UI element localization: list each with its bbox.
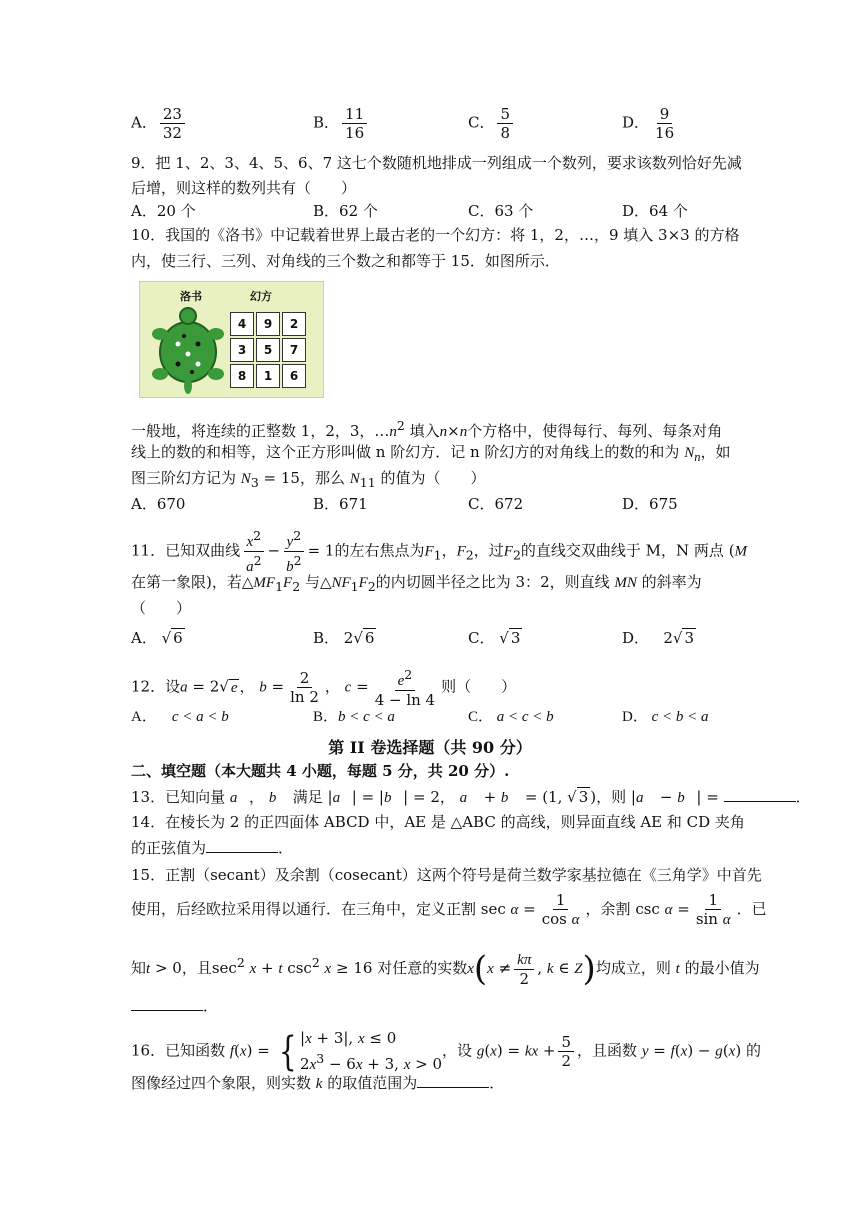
magic-square-cell: 7 bbox=[282, 338, 306, 362]
magic-square-cell: 3 bbox=[230, 338, 254, 362]
q8-option-b: B． $\frac{11}{16}$ bbox=[313, 105, 370, 142]
magic-square-title: 幻方 bbox=[250, 290, 272, 303]
q8-option-d: D． $\frac{9}{16}$ bbox=[622, 105, 675, 142]
magic-square-cell: 6 bbox=[282, 364, 306, 388]
q10-option-d: D．675 bbox=[622, 495, 678, 513]
q10-option-c: C．672 bbox=[468, 495, 524, 513]
q12-option-a: A． c < a < b bbox=[131, 709, 229, 725]
q10-line1: 10．我国的《洛书》中记载着世界上最古老的一个幻方：将 1，2，…，9 填入 3×3 的方格 bbox=[131, 226, 740, 244]
q10-option-a: A．670 bbox=[131, 495, 186, 513]
q16-line1: 16．已知函数 f(x) = { |x + 3|, x ≤ 0 $2x^3 - 6x + 3$, x > 0 ，设 g(x) = kx + $\frac{5}{2}$ ，且函数 y = f(x) − g(x) 的 bbox=[131, 1028, 761, 1075]
q8-option-c: C． $\frac{5}{8}$ bbox=[468, 105, 516, 142]
magic-square-cell: 1 bbox=[256, 364, 280, 388]
q11-line1: 11．已知双曲线 $\frac{x^2}{a^2}$ − $\frac{y^2}{b^2}$ = 1的左右焦点为$F_1$，$F_2$，过$F_2$的直线交双曲线于 M，N 两点 (M bbox=[131, 528, 748, 575]
q12-line1: 12．设a = 2√ e ， b = $\frac{2}{\ln 2}$ ， c = $\frac{e^2}{4 - \ln 4}$ 则（ ） bbox=[131, 667, 517, 709]
q11-line3: （ ） bbox=[131, 599, 192, 617]
q10-line5: 图三阶幻方记为 $N_3 = 15$，那么 $N_{11}$ 的值为（ ） bbox=[131, 469, 486, 490]
magic-square-cell: 9 bbox=[256, 312, 280, 336]
q11-option-a: A． √ 6 bbox=[131, 629, 183, 647]
q9-line2: 后增，则这样的数列共有（ ） bbox=[131, 179, 357, 197]
q9-option-c: C．63 个 bbox=[468, 202, 534, 220]
q10-option-b: B．671 bbox=[313, 495, 368, 513]
q11-option-b: B． 2√ 6 bbox=[313, 629, 375, 647]
q14-line1: 14．在棱长为 2 的正四面体 ABCD 中，AE 是 △ABC 的高线，则异面直线 AE 和 CD 夹角 bbox=[131, 813, 745, 831]
q9-option-a: A．20 个 bbox=[131, 202, 196, 220]
q13-line: 13．已知向量 a⃗， b⃗ 满足 |a⃗| = |b⃗| = 2， a⃗ + b⃗ = (1, √ 3 )，则 |a⃗ − b⃗| = ． bbox=[131, 788, 811, 806]
q10-line4: 线上的数的和相等，这个正方形叫做 n 阶幻方．记 n 阶幻方的对角线上的数的和为 $N_n$，如 bbox=[131, 443, 731, 464]
q11-option-d: D． 2√ 3 bbox=[622, 629, 694, 647]
luoshu-magic-square-image bbox=[139, 281, 324, 398]
q10-line3: 一般地，将连续的正整数 1，2，3，$\dots n^2$ 填入n×n个方格中，使得每行、每列、每条对角 bbox=[131, 418, 723, 440]
q9-line1: 9．把 1、2、3、4、5、6、7 这七个数随机地排成一列组成一个数列，要求该数列恰好先减 bbox=[131, 154, 742, 172]
q14-line2: 的正弦值为 ． bbox=[131, 839, 294, 857]
magic-square-cell: 8 bbox=[230, 364, 254, 388]
q9-option-d: D．64 个 bbox=[622, 202, 688, 220]
q12-option-c: C． a < c < b bbox=[468, 709, 554, 725]
q11-option-c: C． √ 3 bbox=[468, 629, 521, 647]
q11-line2: 在第一象限)，若$\triangle MF_1F_2$ 与$\triangle NF_1F_2$的内切圆半径之比为 3：2，则直线 MN 的斜率为 bbox=[131, 573, 702, 594]
section2-heading: 二、填空题（本大题共 4 小题，每题 5 分，共 20 分）. bbox=[131, 762, 510, 780]
q15-line4: ． bbox=[131, 996, 218, 1016]
magic-square-grid bbox=[230, 312, 306, 388]
q15-line3: 知t > 0，且$\sec^2 x + t$ $\csc^2 x \ge 16$ 对任意的实数x(x ≠ $\frac{k\pi}{2}$ , k ∈ Z)均成立，则 t 的最小值为 bbox=[131, 949, 760, 989]
magic-square-cell: 2 bbox=[282, 312, 306, 336]
luoshu-title: 洛书 bbox=[180, 290, 202, 303]
q15-line2: 使用，后经欧拉采用得以通行．在三角中，定义正割 sec α = $\frac{1}{\text{cos α}}$ ，余割 csc α = $\frac{1}{\text{sin α}}$ ．已 bbox=[131, 891, 767, 928]
q8-option-a: A． $\frac{23}{32}$ bbox=[131, 105, 188, 142]
q9-option-b: B．62 个 bbox=[313, 202, 378, 220]
magic-square-cell: 4 bbox=[230, 312, 254, 336]
magic-square-cell: 5 bbox=[256, 338, 280, 362]
q15-line1: 15．正割（secant）及余割（cosecant）这两个符号是荷兰数学家基拉德在《三角学》中首先 bbox=[131, 866, 762, 884]
q10-line2: 内，使三行、三列、对角线的三个数之和都等于 15．如图所示． bbox=[131, 252, 560, 270]
q12-option-b: B．b < c < a bbox=[313, 709, 395, 725]
turtle-icon bbox=[148, 304, 228, 394]
part2-heading: 第 II 卷选择题（共 90 分） bbox=[328, 738, 532, 757]
q12-option-d: D． c < b < a bbox=[622, 709, 709, 725]
q16-line2: 图像经过四个象限，则实数 k 的取值范围为 ． bbox=[131, 1074, 505, 1092]
